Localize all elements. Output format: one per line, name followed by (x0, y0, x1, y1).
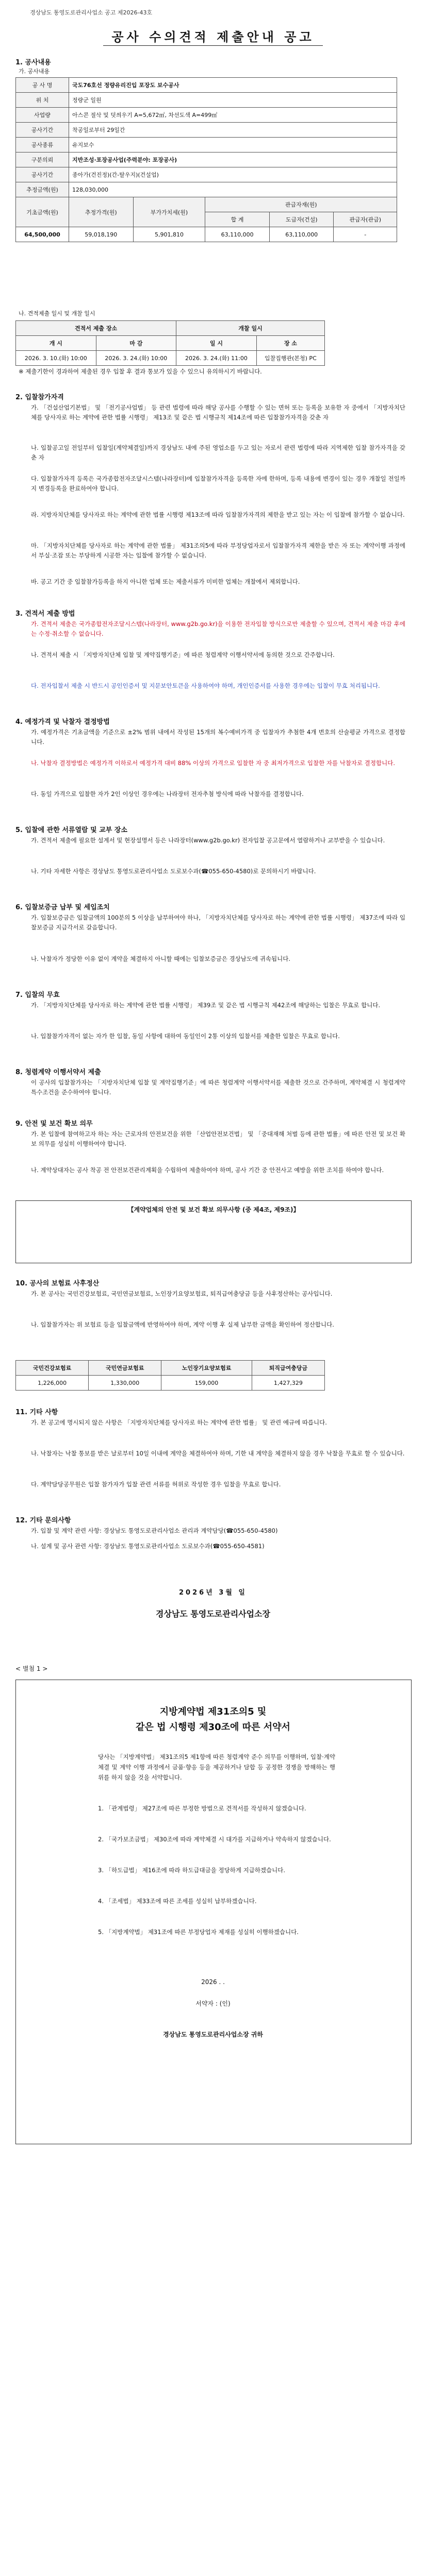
paragraph: 나. 낙찰자 결정방법은 예정가격 이하로서 예정가격 대비 88% 이상의 가격으로 입찰한 자 중 최저가격으로 입찰한 자를 낙찰자로 결정합니다. (31, 759, 396, 767)
table-header: 노인장기요양보험료 (161, 1361, 252, 1376)
section-heading-11: 11. 기타 사항 (15, 1409, 58, 1416)
annex-date: 2026 . . (201, 1978, 225, 1986)
paragraph: 가. 「지방자치단체를 당사자로 하는 계약에 관한 법률 시행령」 제39조 및 같은 법 시행규칙 제42조에 해당하는 입찰은 무효로 합니다. (31, 1002, 381, 1009)
paragraph: 바. 공고 기간 중 입찰참가등록을 하지 아니한 업체 또는 제출서류가 미비한 업체는 개찰에서 제외합니다. (31, 578, 300, 585)
paragraph: 다. 입찰참가자격 등록은 국가종합전자조달시스템(나라장터)에 입찰참가자격을 등록한 자에 한하며, 등록 내용에 변경이 있는 경우 개찰일 전일까지 변경등록을 완료하여야 합니다. (31, 475, 405, 492)
table-header: 개 시 (16, 336, 96, 351)
table-header: 관급자재(원) (205, 197, 397, 212)
subsection-1a: 가. 공사내용 (19, 68, 50, 75)
table-label: 공 사 명 (16, 78, 69, 93)
paragraph: 나. 견적서 제출 시 「지방자치단체 입찰 및 계약집행기준」에 따른 청렴계약 이행서약서에 동의한 것으로 간주합니다. (31, 651, 335, 658)
table-header: 국민건강보험료 (16, 1361, 89, 1376)
annex-item: 3. 「하도급법」 제16조에 따라 하도급대금을 정당하게 지급하겠습니다. (98, 1867, 286, 1874)
table-label: 공사기간 (16, 123, 69, 138)
section-heading-7: 7. 입찰의 무효 (15, 991, 60, 999)
table-cell: - (334, 227, 397, 242)
annex-signer: 서약자 : (인) (195, 2000, 231, 2007)
paragraph: 가. 입찰 및 계약 관련 사항: 경상남도 통영도로관리사업소 관리과 계약담당(☎055-650-4580) (31, 1527, 278, 1534)
table-row (16, 93, 397, 108)
table-cell: 2026. 3. 24.(화) 10:00 (96, 351, 176, 366)
table-cell: 2026. 3. 10.(화) 10:00 (16, 351, 96, 366)
table-cell: 64,500,000 (16, 227, 69, 242)
table-label: 구분의뢰 (16, 152, 69, 167)
table-row (16, 108, 397, 123)
table-header: 퇴직급여충당금 (252, 1361, 324, 1376)
paragraph: 다. 전자입찰서 제출 시 반드시 공인인증서 및 지문보안토큰을 사용하여야 하며, 개인인증서를 사용한 경우에는 입찰이 무효 처리됩니다. (31, 682, 380, 689)
table-cell: 63,110,000 (269, 227, 334, 242)
table-header: 마 감 (96, 336, 176, 351)
paragraph: 나. 입찰공고일 전일부터 입찰일(계약체결일)까지 경상남도 내에 주된 영업소를 두고 있는 자로서 관련 법령에 따라 지역제한 입찰 참가자격을 갖춘 자 (31, 444, 405, 461)
paragraph: 가. 본 입찰에 참여하고자 하는 자는 근로자의 안전보건을 위한 「산업안전보건법」 및 「중대재해 처벌 등에 관한 법률」에 따른 안전 및 보건 확보 의무를 성실히 이행하여야 합니다. (31, 1130, 405, 1147)
annex-recipient: 경상남도 통영도로관리사업소장 귀하 (163, 2031, 263, 2038)
paragraph: 라. 지방자치단체를 당사자로 하는 계약에 관한 법률 시행령 제13조에 따라 입찰참가자격의 제한을 받고 있는 자는 이 입찰에 참가할 수 없습니다. (31, 511, 405, 518)
table-label: 추정금액(원) (16, 182, 69, 197)
table-row (16, 1376, 325, 1391)
paragraph: 나. 설계 및 공사 관련 사항: 경상남도 통영도로관리사업소 도로보수과(☎055-650-4581) (31, 1543, 265, 1550)
table-header: 일 시 (176, 336, 257, 351)
annex-title-line2: 같은 법 시행령 제30조에 따른 서약서 (136, 1722, 290, 1733)
table-cell: 59,018,190 (69, 227, 134, 242)
table-value: 유지보수 (69, 138, 397, 152)
paragraph: 마. 「지방자치단체를 당사자로 하는 계약에 관한 법률」 제31조의5에 따라 부정당업자로서 입찰참가자격 제한을 받은 자 또는 계약이행 과정에서 부실·조잡 또는 부당하게 시공한 자는 입찰에 참가할 수 없습니다. (31, 542, 405, 559)
table-header: 견적서 제출 장소 (16, 321, 176, 336)
table-row (16, 152, 397, 167)
paragraph: 가. 「건설산업기본법」 및 「전기공사업법」 등 관련 법령에 따라 해당 공사를 수행할 수 있는 면허 또는 등록을 보유한 자 중에서 「지방자치단체를 당사자로 하는 계약에 관한 법률 시행령」 제13조 및 같은 법 시행규칙 제14조에 따른 입찰참가자격을 갖춘 자 (31, 404, 405, 421)
issuer: 경상남도 통영도로관리사업소장 (156, 1609, 270, 1619)
paragraph: 나. 계약상대자는 공사 착공 전 안전보건관리계획을 수립하여 제출하여야 하며, 공사 기간 중 안전사고 예방을 위한 조치를 하여야 합니다. (31, 1166, 384, 1174)
schedule-table (15, 320, 325, 366)
section-heading-2: 2. 입찰참가자격 (15, 394, 64, 401)
table-header: 추정가격(원) (69, 197, 134, 227)
table-row (16, 78, 397, 93)
table-row (16, 336, 325, 351)
table-cell: 2026. 3. 24.(화) 11:00 (176, 351, 257, 366)
table-row (16, 123, 397, 138)
table-cell: 1,427,329 (252, 1376, 324, 1391)
safety-box (15, 1200, 412, 1263)
safety-box-title: 【계약업체의 안전 및 보건 확보 의무사항 (중 제4조, 제9조)】 (127, 1206, 300, 1213)
table-label: 공사기간 (16, 167, 69, 182)
paragraph: 가. 견적서 제출은 국가종합전자조달시스템(나라장터, www.g2b.go.kr)을 이용한 전자입찰 방식으로만 제출할 수 있으며, 견적서 제출 마감 후에는 수정·취소할 수 없습니다. (31, 620, 405, 637)
table-row (16, 227, 397, 242)
annex-item: 2. 「국가보조금법」 제30조에 따라 계약체결 시 대가를 지급하거나 약속하지 않겠습니다. (98, 1836, 331, 1843)
table-row (16, 197, 397, 212)
work-table (15, 77, 397, 242)
table-label: 공사종류 (16, 138, 69, 152)
annex-body: 당사는 「지방계약법」 제31조의5 제1항에 따른 청렴계약 준수 의무를 이행하며, 입찰·계약 체결 및 계약 이행 과정에서 금품·향응 등을 제공하거나 담합 등 공정한 경쟁을 방해하는 행위를 하지 않을 것을 서약합니다. (98, 1753, 335, 1781)
table-row (16, 1361, 325, 1376)
section-heading-5: 5. 입찰에 관한 서류열람 및 교부 장소 (15, 826, 127, 834)
table-cell: 입찰집행관(본청) PC (256, 351, 324, 366)
paragraph: 가. 예정가격은 기초금액을 기준으로 ±2% 범위 내에서 작성된 15개의 복수예비가격 중 입찰자가 추첨한 4개 번호의 산술평균 가격으로 결정합니다. (31, 728, 405, 745)
paragraph: 가. 견적서 제출에 필요한 설계서 및 현장설명서 등은 나라장터(www.g2b.go.kr) 전자입찰 공고문에서 열람하거나 교부받을 수 있습니다. (31, 837, 385, 844)
paragraph: 나. 낙찰자가 정당한 이유 없이 계약을 체결하지 아니할 때에는 입찰보증금은 경상남도에 귀속됩니다. (31, 955, 290, 962)
paragraph: 나. 입찰참가자격이 없는 자가 한 입찰, 동일 사항에 대하여 동일인이 2통 이상의 입찰서를 제출한 입찰은 무효로 합니다. (31, 1032, 340, 1040)
page-title: 공사 수의견적 제출안내 공고 (111, 30, 315, 44)
table-value: 착공일로부터 29일간 (69, 123, 397, 138)
section-heading-3: 3. 견적서 제출 방법 (15, 610, 75, 618)
table-header: 국민연금보험료 (89, 1361, 161, 1376)
table-value: 국도76호선 정량유리진입 포장도 보수공사 (69, 78, 397, 93)
paragraph: 다. 동일 가격으로 입찰한 자가 2인 이상인 경우에는 나라장터 전자추첨 방식에 따라 낙찰자를 결정합니다. (31, 790, 304, 798)
table-cell: 1,330,000 (89, 1376, 161, 1391)
table-row (16, 351, 325, 366)
table-label: 위 치 (16, 93, 69, 108)
table-value: 정량군 일원 (69, 93, 397, 108)
section-heading-12: 12. 기타 문의사항 (15, 1517, 71, 1524)
table-header: 장 소 (256, 336, 324, 351)
paragraph: 나. 기타 자세한 사항은 경상남도 통영도로관리사업소 도로보수과(☎055-650-4580)로 문의하시기 바랍니다. (31, 868, 316, 875)
table-cell: 5,901,810 (133, 227, 205, 242)
table-value: 128,030,000 (69, 182, 397, 197)
subsection-1b: 나. 견적제출 일시 및 개찰 일시 (19, 310, 95, 317)
table-value: 종아가(건진정)(간-탈우지)(건설업) (69, 167, 397, 182)
notice-number: 경상남도 통영도로관리사업소 공고 제2026-43호 (30, 9, 153, 16)
table-cell: 159,000 (161, 1376, 252, 1391)
table-header: 도급자(건설) (269, 212, 334, 227)
table-row (16, 167, 397, 182)
paragraph: 나. 입찰참가자는 위 보험료 등을 입찰금액에 반영하여야 하며, 계약 이행 후 실제 납부한 금액을 확인하여 정산합니다. (31, 1321, 334, 1328)
table-cell: 63,110,000 (205, 227, 270, 242)
paragraph: 가. 본 공사는 국민건강보험료, 국민연금보험료, 노인장기요양보험료, 퇴직급여충당금 등을 사후정산하는 공사입니다. (31, 1290, 333, 1297)
section-heading-1: 1. 공사내용 (15, 59, 51, 66)
title-underline (103, 45, 323, 46)
table-cell: 1,226,000 (16, 1376, 89, 1391)
annex-item: 1. 「관계법령」 제27조에 따른 부정한 방법으로 견적서를 작성하지 않겠습니다. (98, 1805, 306, 1812)
annex-item: 4. 「조세법」 제33조에 따른 조세를 성실히 납부하겠습니다. (98, 1897, 257, 1905)
paragraph: 가. 본 공고에 명시되지 않은 사항은 「지방자치단체를 당사자로 하는 계약에 관한 법률」 및 관련 예규에 따릅니다. (31, 1419, 327, 1426)
table-row (16, 321, 325, 336)
annex-item: 5. 「지방계약법」 제31조에 따른 부정당업자 제재를 성실히 이행하겠습니다. (98, 1928, 299, 1936)
insurance-table (15, 1360, 325, 1391)
schedule-note: ※ 제출기한이 경과하여 제출된 경우 입찰 후 결과 통보가 있을 수 있으니 유의하시기 바랍니다. (19, 368, 262, 375)
table-header: 기초금액(원) (16, 197, 69, 227)
paragraph: 나. 낙찰자는 낙찰 통보를 받은 날로부터 10일 이내에 계약을 체결하여야 하며, 기한 내 계약을 체결하지 않을 경우 낙찰을 무효로 할 수 있습니다. (31, 1450, 405, 1457)
section-heading-8: 8. 청렴계약 이행서약서 제출 (15, 1069, 101, 1076)
section-heading-10: 10. 공사의 보험료 사후정산 (15, 1280, 100, 1287)
table-row (16, 138, 397, 152)
table-header: 부가가치세(원) (133, 197, 205, 227)
table-header: 개찰 일시 (176, 321, 325, 336)
annex-label: < 별첨 1 > (15, 1665, 48, 1672)
section-heading-4: 4. 예정가격 및 낙찰자 결정방법 (15, 718, 110, 726)
table-header: 관급자(관급) (334, 212, 397, 227)
paragraph: 이 공사의 입찰참가자는 「지방자치단체 입찰 및 계약집행기준」에 따른 청렴계약 이행서약서를 제출한 것으로 간주하며, 계약체결 시 청렴계약 특수조건을 준수하여야 합니다. (31, 1079, 405, 1096)
paragraph: 가. 입찰보증금은 입찰금액의 100분의 5 이상을 납부하여야 하나, 「지방자치단체를 당사자로 하는 계약에 관한 법률 시행령」 제37조에 따라 입찰보증금 지급각서로 갈음합니다. (31, 914, 405, 931)
paragraph: 다. 계약담당공무원은 입찰 참가자가 입찰 관련 서류를 허위로 작성한 경우 입찰을 무효로 합니다. (31, 1481, 281, 1488)
notice-date: 2026년 3월 일 (179, 1589, 247, 1597)
table-value: 아스콘 절삭 및 덧씌우기 A=5,672㎡, 차선도색 A=499㎡ (69, 108, 397, 123)
table-row (16, 182, 397, 197)
annex-title-line1: 지방계약법 제31조의5 및 (159, 1706, 267, 1717)
table-value: 지반조성·포장공사업(주력분야: 포장공사) (69, 152, 397, 167)
table-header: 합 계 (205, 212, 270, 227)
annex-box (15, 1680, 412, 2144)
section-heading-9: 9. 안전 및 보건 확보 의무 (15, 1120, 93, 1128)
section-heading-6: 6. 입찰보증금 납부 및 세입조치 (15, 904, 110, 911)
table-label: 사업량 (16, 108, 69, 123)
